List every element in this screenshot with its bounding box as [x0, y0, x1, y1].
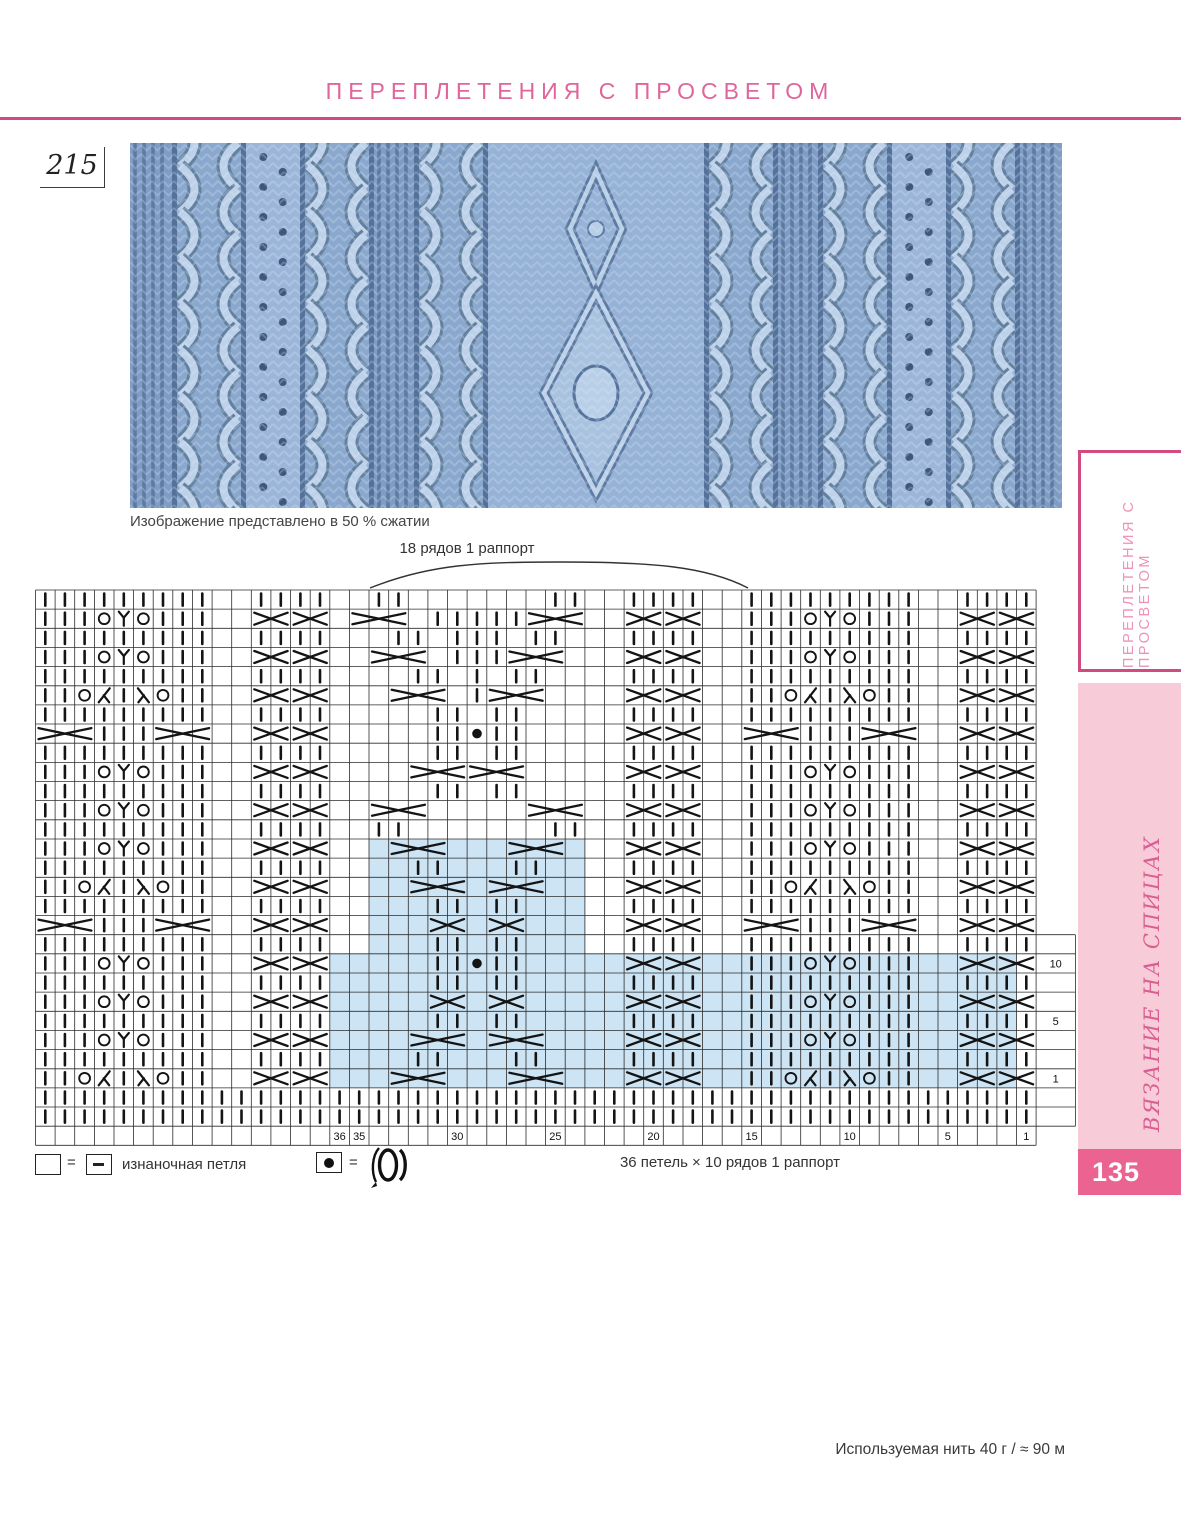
- svg-text:35: 35: [353, 1130, 366, 1143]
- svg-text:5: 5: [944, 1130, 951, 1143]
- svg-text:10: 10: [843, 1130, 856, 1143]
- legend-empty-box: [35, 1154, 61, 1175]
- svg-text:25: 25: [549, 1130, 562, 1143]
- sidebar-tab-section-label: ВЯЗАНИЕ НА СПИЦАХ: [1140, 835, 1164, 1132]
- svg-text:30: 30: [451, 1130, 464, 1143]
- sidebar-tab-chapter-label: ПЕРЕПЛЕТЕНИЯ С ПРОСВЕТОМ: [1121, 499, 1153, 668]
- pattern-number: 215: [40, 147, 105, 188]
- purl-dash-icon: [93, 1163, 104, 1166]
- svg-text:5: 5: [1052, 1015, 1059, 1028]
- svg-text:10: 10: [1049, 958, 1062, 971]
- chart-repeat-bottom-label: 36 петель × 10 рядов 1 раппорт: [619, 1154, 841, 1171]
- legend-equals: =: [67, 1154, 76, 1171]
- chart-repeat-top-label: 18 рядов 1 раппорт: [399, 540, 535, 557]
- svg-text:1: 1: [1052, 1073, 1059, 1086]
- legend-purl-label: изнаночная петля: [122, 1156, 247, 1173]
- photo-caption: Изображение представлено в 50 % сжатии: [130, 513, 430, 530]
- legend-dot-box: [316, 1152, 342, 1173]
- sidebar-tab-section: [1078, 683, 1181, 1149]
- legend-dash-box: [86, 1154, 112, 1175]
- page-title: ПЕРЕПЛЕТЕНИЯ С ПРОСВЕТОМ: [325, 78, 835, 104]
- header-rule: [0, 117, 1181, 120]
- legend-equals-2: =: [349, 1154, 358, 1171]
- bobble-dot-icon: [324, 1158, 334, 1168]
- page-number-badge: [1078, 1149, 1181, 1195]
- svg-text:20: 20: [647, 1130, 660, 1143]
- cluster-stitch-icon: [364, 1142, 410, 1190]
- svg-text:36: 36: [333, 1130, 346, 1143]
- svg-text:15: 15: [745, 1130, 758, 1143]
- knit-swatch-photo: [130, 143, 1062, 508]
- svg-text:1: 1: [1023, 1130, 1030, 1143]
- page-number: 135: [1092, 1157, 1141, 1187]
- yarn-usage-note: Используемая нить 40 г / ≈ 90 м: [835, 1441, 1065, 1458]
